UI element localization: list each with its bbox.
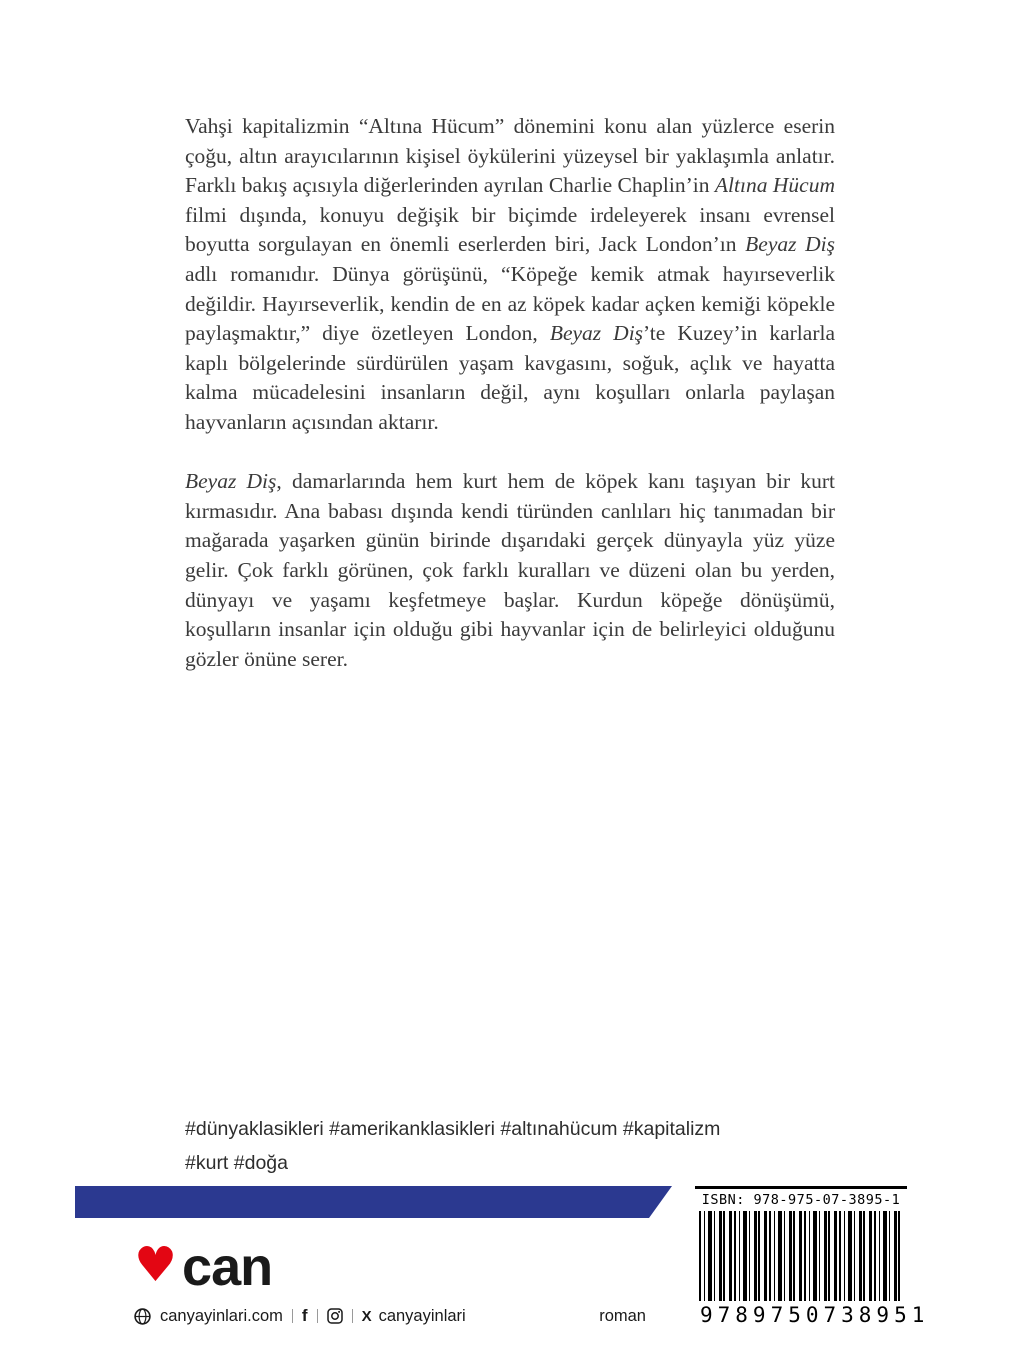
heart-icon: ♥	[134, 1237, 178, 1293]
divider	[292, 1309, 293, 1323]
text-run: Beyaz Diş	[745, 232, 835, 257]
barcode-top-rule	[695, 1186, 907, 1189]
text-run: adlı romanıdır. Dünya görüşünü, “Köpeğe kemik atmak hayırseverlik değildir. Hayırseverlik, kendin de en az köpek kadar açken kemiği köpekle paylaşmaktır,” diye özetleyen London,	[185, 261, 835, 346]
hashtags	[185, 1112, 845, 1180]
barcode-section	[695, 1186, 930, 1327]
facebook-icon: f	[301, 1306, 308, 1325]
x-icon: X	[361, 1307, 372, 1325]
divider	[317, 1309, 318, 1323]
hashtags-line-1: #dünyaklasikleri #amerikanklasikleri #altınahücum #kapitalizm	[185, 1118, 721, 1140]
body-text	[185, 112, 835, 674]
footer-row	[134, 1303, 646, 1329]
website-text: canyayinlari.com	[160, 1306, 283, 1325]
hashtags-line-2: #kurt #doğa	[185, 1152, 288, 1174]
text-run: filmi dışında, konuyu değişik bir biçimde irdeleyerek insanı evrensel boyutta sorgulayan en önemli eserlerden biri, Jack London’ın	[185, 202, 835, 257]
publisher-logo-text: can	[182, 1237, 273, 1297]
publisher-logo	[134, 1236, 272, 1298]
divider	[352, 1309, 353, 1323]
text-run: Vahşi kapitalizmin “Altına Hücum” dönemini konu alan yüzlerce eserin çoğu, altın arayıcılarının kişisel öykülerini yüzeysel bir yaklaşımla anlatır. Farklı bakış açısıyla diğerlerinden ayrılan Charlie Chaplin’in	[185, 114, 835, 198]
barcode-image	[699, 1211, 903, 1301]
isbn-label: ISBN: 978-975-07-3895-1	[701, 1192, 901, 1208]
text-run: Altına Hücum	[714, 173, 835, 198]
instagram-icon	[327, 1308, 343, 1324]
social-handle: canyayinlari	[378, 1306, 466, 1325]
text-run: ’te Kuzey’in karlarla kaplı bölgelerinde sürdürülen yaşam kavgasını, soğuk, açlık ve hayatta kalma mücadelesini insanların değil, aynı koşulları onlarla paylaşan hayvanların açısından aktarır.	[185, 321, 835, 434]
globe-icon	[134, 1308, 151, 1325]
paragraph	[185, 112, 835, 438]
text-run: Beyaz Diş	[549, 321, 644, 346]
blue-banner	[75, 1186, 672, 1218]
paragraph	[185, 467, 835, 674]
genre-label: roman	[599, 1306, 646, 1325]
text-run: , damarlarında hem kurt hem de köpek kanı taşıyan bir kurt kırmasıdır. Ana babası dışında kendi türünden canlıları hiç tanımadan bir mağarada yaşarken günün birinde dışarıdaki gerçek dünyayla yüz yüze gelir. Çok farklı görünen, çok farklı kuralları ve düzeni olan bu yerden, dünyayı ve yaşamı keşfetmeye başlar. Kurdun köpeğe dönüşümü, koşulların insanlar için olduğu gibi hayvanlar için de belirleyici olduğunu gözler önüne serer.	[185, 469, 836, 671]
barcode-number: 9789750738951	[700, 1303, 930, 1327]
text-run: Beyaz Diş	[185, 469, 277, 494]
